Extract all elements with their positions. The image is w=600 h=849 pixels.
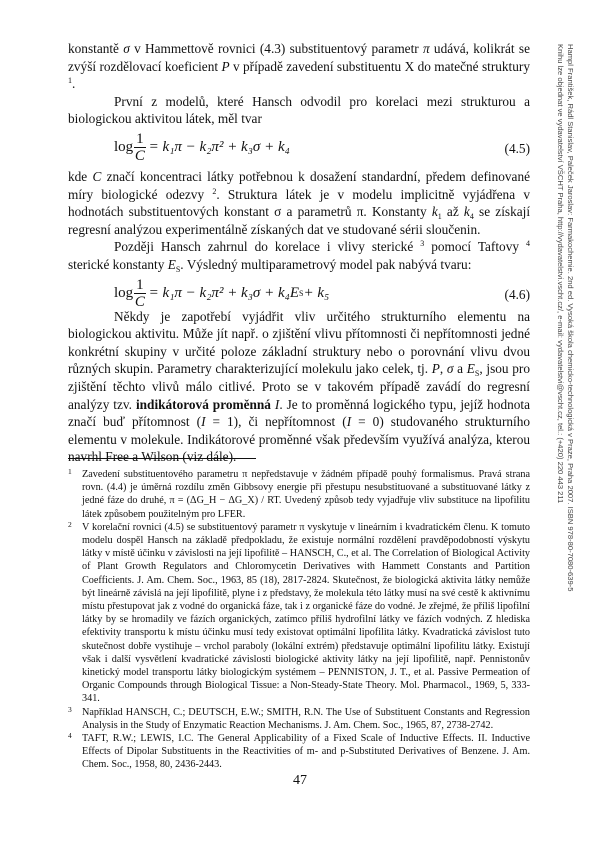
paragraph-1: konstantě σ v Hammettově rovnici (4.3) substituentový parametr π udává, kolikrát se zvýší rozdělovací koeficient P v případě zavedení substituentu X do matečné struktury $^1$. — [68, 41, 530, 92]
side-note-citation: Hampl František, Rádl Stanislav, Paleček Jaroslav: Farmakochemie. 2nd ed. Vysoká škola chemicko-technologická v Praze, Praha 2007. ISBN 978-80-7080-639-5 — [566, 44, 575, 592]
equation-4-6: log $\frac{1}{C}$ = k₁π − k₂π² + k₃σ + k₄E S + k₅ (4.6) — [114, 277, 530, 311]
footnote-1: 1 Zavedení substituentového parametru π nepředstavuje v žádném případě pouhý formalismus. Pravá strana rovn. (4.4) je úměrná rozdílu změn Gibbsovy energie při přestupu nesubstituované a substituované látky z jedné fáze do druhé, π = (ΔG_H − ΔG_X) / RT. Uvedený způsob tedy vyjadřuje vliv substituce na lipofilitu látek způsobem použitelným pro LFER. — [68, 467, 530, 520]
equation-label: (4.6) — [504, 286, 530, 302]
equation-4-5: log $\frac{1}{C}$ = k₁π − k₂π² + k₃σ + k₄ (4.5) — [114, 131, 530, 165]
footnote-4: 4 TAFT, R.W.; LEWIS, I.C. The General Applicability of a Fixed Scale of Inductive Effects. II. Inductive Effects of Dipolar Substituents in the Reactivities of m- and p-Substituted Derivatives of Benzene. J. Am. Chem. Soc., 1958, 80, 2436-2443. — [68, 731, 530, 771]
paragraph-2: První z modelů, které Hansch odvodil pro korelaci mezi strukturou a biologickou aktivitou látek, měl tvar — [68, 93, 530, 127]
footnote-separator — [68, 458, 256, 459]
footnote-ref-3[interactable]: 3 — [420, 239, 425, 249]
main-text — [68, 40, 530, 466]
footnotes — [68, 468, 530, 772]
side-note-order-info: Knihu lze objednat ve vydavatelství VŠCHT Praha, http://vydavatelstvi.vscht.cz/, e-mail: vydavatelstvi@vscht.cz, tel.: (+420) 220 443 211 — [556, 44, 566, 504]
equation-label: (4.5) — [504, 140, 530, 156]
paragraph-5: Někdy je zapotřebí vyjádřit vliv určitého strukturního elementu na biologickou aktivitu. Může jít např. o zjištění vlivu přítomnosti či nepřítomnosti jedné konkrétní skupiny v určité poloze základní struktury nebo o porovnání vlivu dvou různých skupin. Parametry charakterizující molekulu jako celek, tj. P, σ a $E_S$, jsou pro zjištění těchto vlivů málo citlivé. Proto se v takovém případě zavádí do regresní analýzy tzv. indikátorová proměnná I. Je to proměnná logického typu, jejíž hodnota značí buď přítomnost (I = 1), či nepřítomnost (I = 0) studovaného strukturního elementu v molekule. Indikátorové proměnné však především využívá analýza, kterou navrhl Free a Wilson (viz dále). — [68, 308, 531, 465]
footnote-ref-2[interactable]: 2 — [212, 186, 217, 196]
page-number: 47 — [293, 773, 307, 788]
paragraph-4: Později Hansch zahrnul do korelace i vlivy sterické $^3$ pomocí Taftovy $^4$ sterické konstanty $E_S$. Výsledný multiparametrový model pak nabývá tvaru: — [68, 239, 530, 274]
footnote-ref-1[interactable]: 1 — [68, 76, 72, 86]
side-note — [556, 44, 575, 591]
footnote-2: 2 V korelační rovnici (4.5) se substituentový parametr π vyskytuje v lineárním i kvadratickém členu. K tomuto modelu dospěl Hansch na základě předpokladu, že existuje normální rozdělení pravděpodobností výskytu látky v místě účinku v závislosti na její lipofilitě – HANSCH, C., et al. The Correlation of Biological Activity of Plant Growth Regulators and Chloromycetin Derivatives with Hammett Constants and Partition Coefficients. J. Am. Chem. Soc., 1963, 85 (18), 2817-2824. Skutečnost, že biologická aktivita látky nemůže být lineárně závislá na její lipofilitě, plyne i z představy, že molekula této látky musí na své cestě k aktivnímu místu přestupovat jak z vodné do organická fáze, tak i z organické fáze do vodné. Je zřejmé, že příliš lipofilní látky by se hromadily ve fázích organických, zatímco příliš hydrofilní látky ve fázích vodných. Z hlediska efektivity transportu k místu účinku musí tedy existovat optimální lipofilita látky. Kvadratická závislost tuto skutečnost dobře vystihuje – vrchol paraboly (lokální extrém) představuje optimální lipofilitu látky. Existují však i další vysvětlení kvadratické závislosti biologické aktivity látky na její lipofilitě, např. Pennistonův kinetický model transportu látky biologickým systémem – PENNISTON, J. T., et al. Passive Permeation of Organic Compounds through Biological Tissue: a Non-Steady-State Theory. Mol. Pharmacol., 1969, 5, 333-341. — [68, 519, 530, 705]
paragraph-3: kde C značí koncentraci látky potřebnou k dosažení standardní, předem definované míry biologické odezvy $^2$. Struktura látek je v modelu implicitně vyjádřena v hodnotách substituentových konstant σ a parametrů π. Konstanty $k_1$ až $k_4$ se získají regresní analýzou experimentálně získaných dat ve studované sérii sloučenin. — [68, 168, 531, 237]
footnote-3: 3 Například HANSCH, C.; DEUTSCH, E.W.; SMITH, R.N. The Use of Substituent Constants and Regression Analysis in the Study of Enzymatic Reaction Mechanisms. J. Am. Chem. Soc., 1965, 87, 2738-2742. — [68, 704, 530, 731]
footnote-ref-4[interactable]: 4 — [525, 239, 530, 249]
